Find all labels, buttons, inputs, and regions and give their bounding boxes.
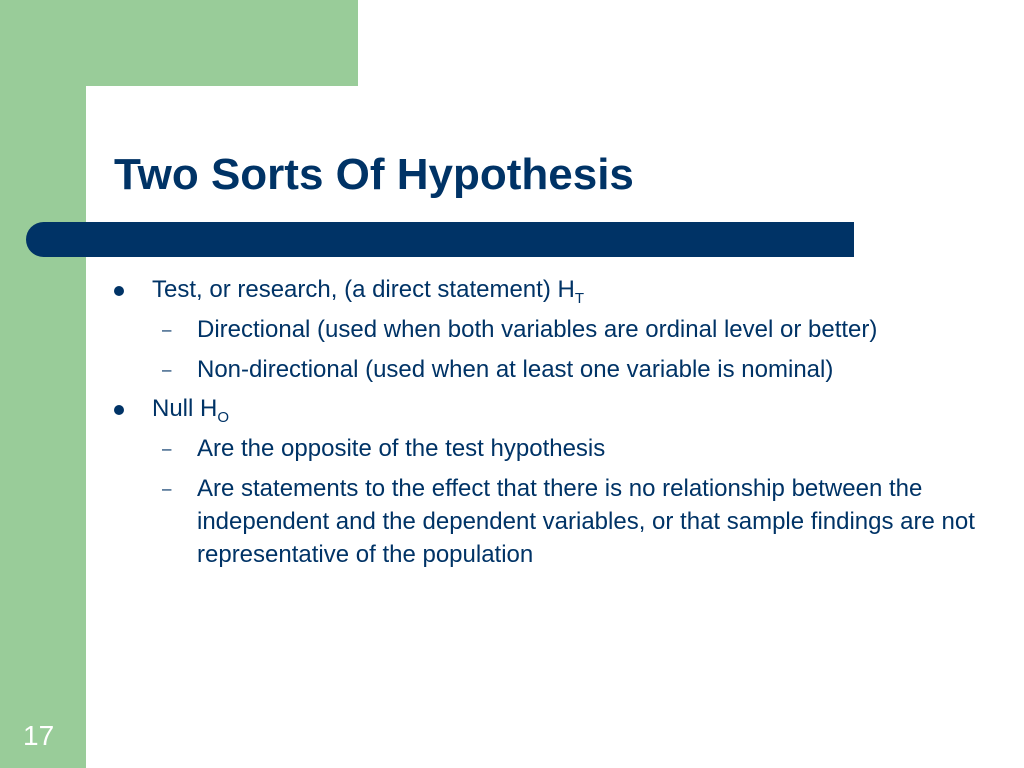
sub-bullet-directional (114, 313, 994, 346)
sub-bullet-text: Are statements to the effect that there is no relationship between the independent and the dependent variables, or that sample findings are not representative of the population (197, 475, 975, 568)
sub-bullet-opposite (114, 432, 994, 465)
sub-bullet-no-relationship (114, 472, 994, 571)
bullet-dot-icon (114, 286, 124, 296)
slide-number: 17 (23, 720, 55, 751)
sub-bullet-non-directional (114, 353, 994, 386)
dash-icon: – (162, 320, 172, 339)
sub-bullet-text: Are the opposite of the test hypothesis (197, 435, 606, 462)
dash-icon: – (162, 439, 172, 458)
bullet-text: Null H (152, 395, 218, 422)
sub-bullet-text: Non-directional (used when at least one variable is nominal) (197, 356, 834, 383)
bullet-text: Test, or research, (a direct statement) H (152, 276, 575, 303)
left-green-band (0, 0, 86, 768)
top-green-band (0, 0, 358, 86)
bullet-test-hypothesis (114, 274, 994, 306)
bullet-dot-icon (114, 405, 124, 415)
dash-icon: – (162, 360, 172, 379)
bullet-null-hypothesis (114, 393, 994, 425)
subscript: T (574, 290, 584, 307)
rounded-corner-cutout (86, 86, 146, 146)
slide-body (114, 270, 994, 571)
sub-bullet-text: Directional (used when both variables are ordinal level or better) (197, 316, 878, 343)
dash-icon: – (162, 479, 172, 498)
title-underline-bar (26, 222, 854, 257)
subscript: O (217, 409, 230, 426)
slide-title: Two Sorts Of Hypothesis (114, 150, 634, 199)
